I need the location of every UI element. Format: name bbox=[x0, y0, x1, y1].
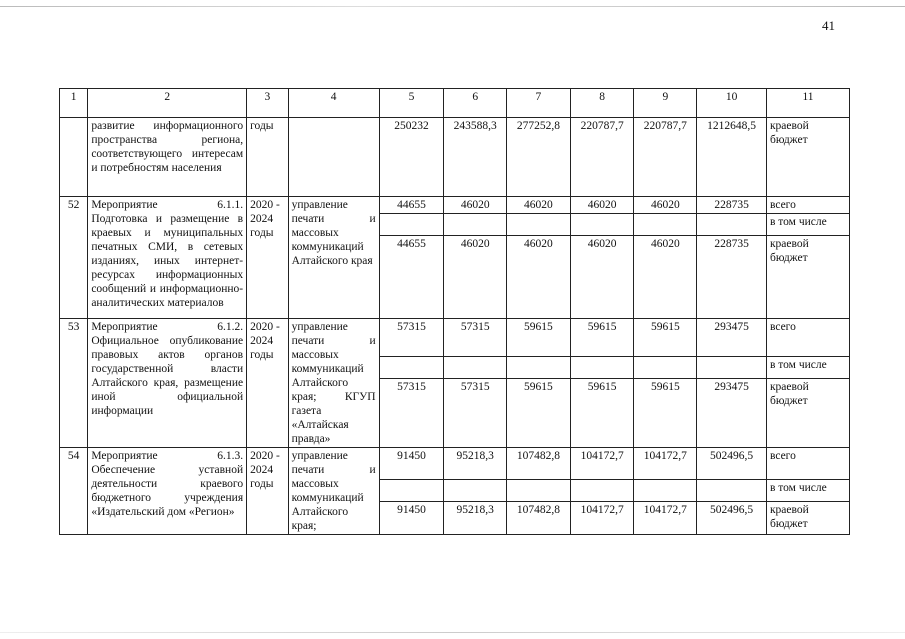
page-number: 41 bbox=[822, 18, 835, 33]
activity-name: Мероприятие 6.1.2. Официальное опубликование правовых актов органов государственной власти Алтайского края, размещение иной официальной информации bbox=[88, 319, 247, 448]
funding-source: в том числе bbox=[766, 357, 849, 379]
value-cell: 59615 bbox=[570, 379, 634, 448]
value-cell: 95218,3 bbox=[444, 448, 507, 480]
value-cell: 44655 bbox=[379, 236, 444, 319]
period: 2020 - 2024 годы bbox=[247, 319, 288, 448]
value-cell: 91450 bbox=[379, 502, 444, 535]
header-cell: 1 bbox=[60, 89, 88, 118]
header-cell: 6 bbox=[444, 89, 507, 118]
period: 2020 - 2024 годы bbox=[247, 448, 288, 535]
funding-source: краевой бюджет bbox=[766, 118, 849, 197]
activity-name: развитие информационного пространства региона, соответствующего интересам и потребностям населения bbox=[88, 118, 247, 197]
row-number bbox=[60, 118, 88, 197]
table-row bbox=[60, 448, 850, 480]
activity-name: Мероприятие 6.1.3. Обеспечение уставной деятельности краевого бюджетного учреждения «Издательский дом «Регион» bbox=[88, 448, 247, 535]
funding-source: краевой бюджет bbox=[766, 502, 849, 535]
header-cell: 8 bbox=[570, 89, 634, 118]
row-number: 53 bbox=[60, 319, 88, 448]
value-cell: 59615 bbox=[507, 319, 571, 357]
value-cell: 95218,3 bbox=[444, 502, 507, 535]
period: годы bbox=[247, 118, 288, 197]
executor: управление печати и массовых коммуникаций Алтайского края; КГУП газета «Алтайская правда» bbox=[288, 319, 379, 448]
header-cell: 11 bbox=[766, 89, 849, 118]
value-cell: 220787,7 bbox=[634, 118, 697, 197]
value-cell: 46020 bbox=[570, 197, 634, 214]
value-cell: 228735 bbox=[697, 197, 767, 214]
value-cell: 104172,7 bbox=[570, 448, 634, 480]
funding-source: всего bbox=[766, 448, 849, 480]
table-row bbox=[60, 319, 850, 357]
value-cell: 46020 bbox=[634, 236, 697, 319]
value-cell: 107482,8 bbox=[507, 448, 571, 480]
value-cell: 59615 bbox=[570, 319, 634, 357]
value-cell: 104172,7 bbox=[634, 502, 697, 535]
value-cell: 220787,7 bbox=[570, 118, 634, 197]
value-cell: 46020 bbox=[507, 236, 571, 319]
value-cell: 277252,8 bbox=[507, 118, 571, 197]
budget-table bbox=[59, 88, 850, 535]
value-cell: 104172,7 bbox=[570, 502, 634, 535]
table-header-row bbox=[60, 89, 850, 118]
value-cell: 46020 bbox=[507, 197, 571, 214]
value-cell: 502496,5 bbox=[697, 502, 767, 535]
activity-name: Мероприятие 6.1.1. Подготовка и размещение в краевых и муниципальных печатных СМИ, в сетевых изданиях, иных интернет-ресурсах информационных сообщений и информационно-аналитических материалов bbox=[88, 197, 247, 319]
value-cell: 250232 bbox=[379, 118, 444, 197]
value-cell: 502496,5 bbox=[697, 448, 767, 480]
value-cell: 59615 bbox=[634, 379, 697, 448]
value-cell: 57315 bbox=[444, 319, 507, 357]
value-cell: 57315 bbox=[379, 379, 444, 448]
value-cell: 293475 bbox=[697, 319, 767, 357]
value-cell: 293475 bbox=[697, 379, 767, 448]
row-number: 52 bbox=[60, 197, 88, 319]
value-cell: 44655 bbox=[379, 197, 444, 214]
header-cell: 2 bbox=[88, 89, 247, 118]
table-row bbox=[60, 197, 850, 214]
value-cell: 91450 bbox=[379, 448, 444, 480]
value-cell: 107482,8 bbox=[507, 502, 571, 535]
value-cell: 46020 bbox=[444, 197, 507, 214]
header-cell: 7 bbox=[507, 89, 571, 118]
header-cell: 4 bbox=[288, 89, 379, 118]
value-cell: 1212648,5 bbox=[697, 118, 767, 197]
executor: управление печати и массовых коммуникаций Алтайского края bbox=[288, 197, 379, 319]
scan-edge-top bbox=[0, 6, 905, 7]
scan-edge-bottom bbox=[0, 632, 905, 633]
row-number: 54 bbox=[60, 448, 88, 535]
value-cell: 46020 bbox=[570, 236, 634, 319]
funding-source: в том числе bbox=[766, 214, 849, 236]
value-cell: 46020 bbox=[634, 197, 697, 214]
value-cell: 59615 bbox=[634, 319, 697, 357]
value-cell: 243588,3 bbox=[444, 118, 507, 197]
funding-source: всего bbox=[766, 319, 849, 357]
period: 2020 - 2024 годы bbox=[247, 197, 288, 319]
value-cell: 228735 bbox=[697, 236, 767, 319]
funding-source: всего bbox=[766, 197, 849, 214]
header-cell: 9 bbox=[634, 89, 697, 118]
header-cell: 10 bbox=[697, 89, 767, 118]
executor bbox=[288, 118, 379, 197]
value-cell: 57315 bbox=[444, 379, 507, 448]
value-cell: 46020 bbox=[444, 236, 507, 319]
table-row bbox=[60, 118, 850, 197]
funding-source: краевой бюджет bbox=[766, 236, 849, 319]
header-cell: 3 bbox=[247, 89, 288, 118]
value-cell: 104172,7 bbox=[634, 448, 697, 480]
value-cell: 57315 bbox=[379, 319, 444, 357]
header-cell: 5 bbox=[379, 89, 444, 118]
executor: управление печати и массовых коммуникаций Алтайского края; bbox=[288, 448, 379, 535]
value-cell: 59615 bbox=[507, 379, 571, 448]
funding-source: в том числе bbox=[766, 480, 849, 502]
funding-source: краевой бюджет bbox=[766, 379, 849, 448]
